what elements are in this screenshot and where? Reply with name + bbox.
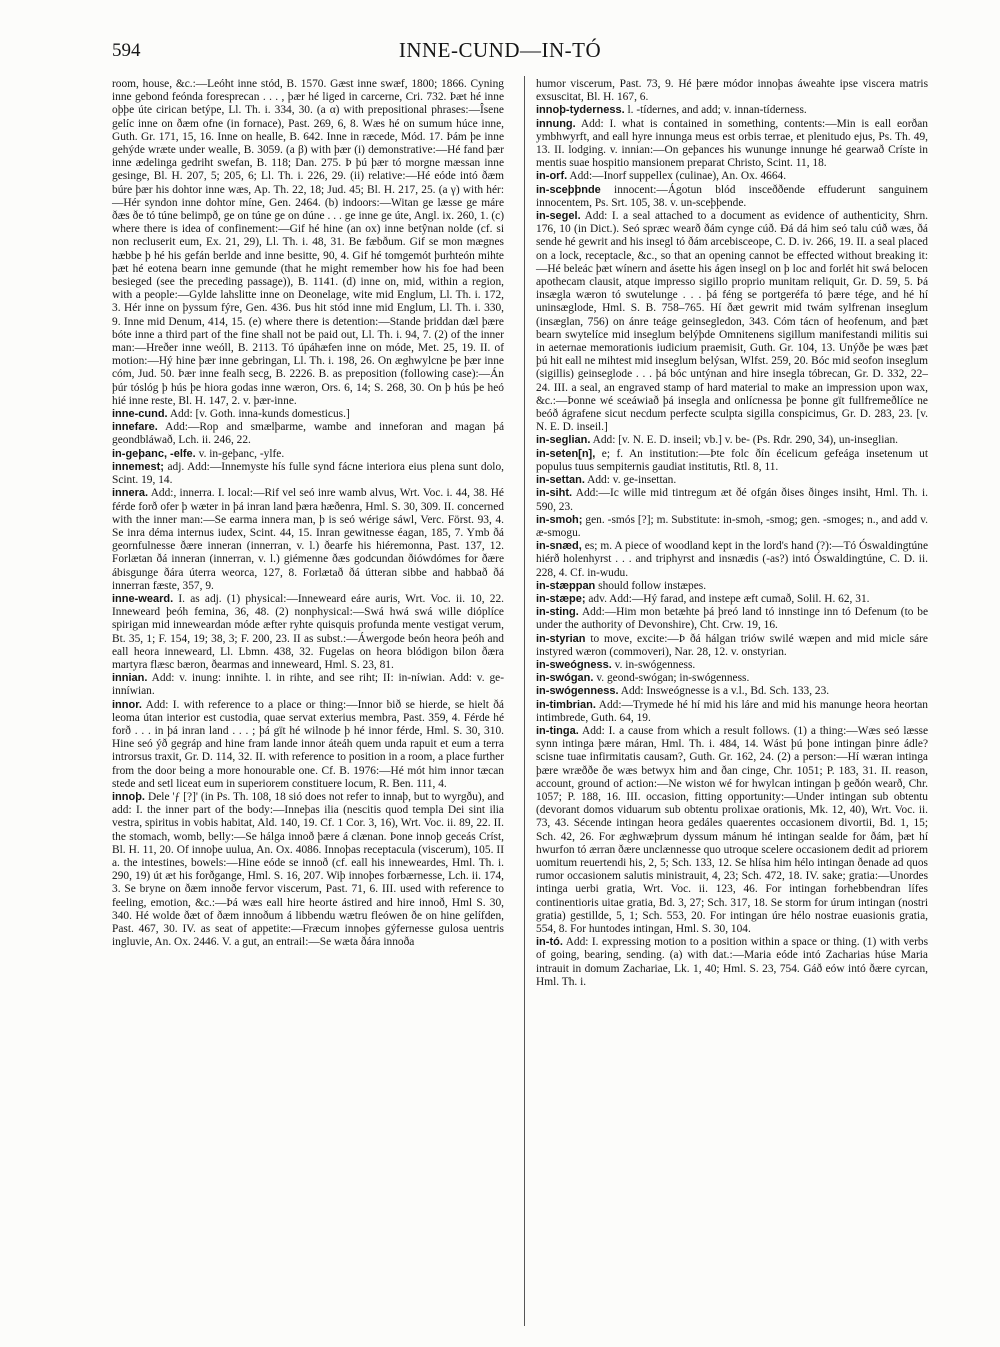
dictionary-entry xyxy=(536,672,928,685)
entry-headword: innor. xyxy=(112,698,142,711)
dictionary-entry xyxy=(112,699,504,791)
entry-headword: in-settan. xyxy=(536,474,585,487)
dictionary-entry xyxy=(112,593,504,672)
entry-body: Add:—Trymede hé hí mid his láre and mid his manunge heora heortan intimbrede, Guth. 64, 19. xyxy=(536,698,928,724)
dictionary-entry xyxy=(112,461,504,487)
dictionary-entry xyxy=(536,170,928,183)
entry-headword: in-segel. xyxy=(536,210,581,223)
entry-body: I. as adj. (1) physical:—Inneweard eáre auris, Wrt. Voc. ii. 10, 22. Inneweard þeóh femina, 36, 48. (2) nonphysical:—Swá hwá swá wille dióplíce spirigan mid inneweardan móde æfter ryhte quisquis profunda mente vestigat verum, Bt. 35, 1; F. 154, 19; 38, 3; F. 200, 23. II as subst.:—Áwergode beón heora þeóh and eall heora inneweard, Ll. Lbmn. 438, 32. Fugelas on heora blódigon bilon ðæra martyra flæsc bæron, ðearmas and inneweard, Hml. S. 23, 81. xyxy=(112,592,504,671)
dictionary-entry xyxy=(536,184,928,210)
dictionary-entry xyxy=(536,659,928,672)
entry-headword: in-seglian. xyxy=(536,434,591,447)
entry-headword: inne-cund. xyxy=(112,408,168,421)
entry-body: Add: I. a cause from which a result follows. (1) a thing:—Wæs seó læsse synn intinga þære máran, Hml. Th. i. 484, 14. Wást þú þone intingan þinre ádle? scisne tuae infirmitatis causam?, Guth. Gr. 162, 24. (2) a person:—Hí wæran intinga þære wræððe ðe wæs betwyx him and ðan cinge, Chr. 1051; P. 183, 31. II. reason, account, ground of action:—Ne wiston wé for hwylcan intingan þ geðón wearð, Chr. 1057; P. 188, 16. III. occasion, fitting opportunity:—Under intingan sub obtentu (devorant domos viduarum sub obtentu prolixae orationis, Mk. 12, 40), Wrt. Voc. ii. 73, 43. Sécende intingan heora gedáles quaerentes occasionem divortii, Bd. 1, 15; Sch. 42, 26. For æghwæþrum dyssum mánum hé intingan sealde for ðám, þæt hí hwurfon tó ærran ðære unclænnesse quo utroque scelere occasionem dedit ad priorem uomitum reuertendi his, 2, 5; Sch. 133, 12. Se hlísa him hélo intingan ðenade ad quos rumor occasionem salutis ministrauit, 4, 23; Sch. 472, 18. IV. sake; gratia:—Unordes intinga uerbi gratia, Wrt. Voc. ii. 123, 46. For intingan forhebbendran lífes continentioris uitae gratia, Bd. 3, 27; Sch. 317, 18. Se storm for úrum intingan (nostri gratia) gestillde, 5, 1; Sch. 553, 20. For intingan úre hélo nostrae euasionis gratia, 554, 8. For huntodes intingan, Hml. S. 30, 104. xyxy=(536,724,929,935)
entry-headword: in-smoh; xyxy=(536,513,583,526)
dictionary-entry xyxy=(536,580,928,593)
dictionary-entry xyxy=(112,791,504,949)
entry-headword: in-sceþþnde xyxy=(536,183,601,196)
entry-headword: in-orf. xyxy=(536,170,568,183)
entry-body: es; m. A piece of woodland kept in the lord's hand (?):—Tó Óswaldingtúne hiérð holenhyrst . . . and triphyrst and insnædis (-as?) intó Óswaldingtúne, C. D. ii. 228, 4. Cf. in-wudu. xyxy=(536,540,928,579)
dictionary-entry xyxy=(536,606,928,632)
entry-body: humor viscerum, Past. 73, 9. Hé þære módor innoþas áweahte ipse viscera matris exsuscitat, Bl. H. 167, 6. xyxy=(536,78,928,104)
entry-body: Add: I. a seal attached to a document as evidence of authenticity, Shrn. 176, 10 (in Dict.). Seó spræc wearð ðám cynge cúð. Ðá dá him seó talu cúð wæs, ðá sende hé gewrit and his insegl tó ðám arcebisceope, C. D. iv. 266, 19. II. a seal placed on a lock, receptacle, &c., so that an opening cannot be effected without breaking it:—Hé beleác þæt wínern and ásette his ágen insegl on þ loc and forlét hit swá belocen apothecam clausit, atque impresso sigillo proprio munitam reliquit, Gr. D. 59, 5. Þá insægla wæron tó swutelunge . . . þá féng se portgeréfa tó þære tége, and hé hí uninsæglode, Hml. S. B. 758–765. Hí ðæt gewrit mid twám sylfrenan inseglum (insæglan, 756) on ánre teáge geinsegledon, 343. Cóm tácn of heofenum, and þæt bearn swytelíce mid inseglum belýþde Omnitenens sigillum manifestandi militis sui in aeternae memorationis iudicium praemisit, Guth. Gr. 104, 13. Unýðe þe wæs þæt þú hit eall ne mihtest mid inseglum belýsan, Wlfst. 259, 20. Bóc mid seofon inseglum (sigillis) geinseglode . . . þá bóc untýnan and hire insegla tóbrecan, Gr. D. 332, 22–24. III. a seal, an engraved stamp of hard material to make an impression upon wax, &c.:—Þonne wé sceáwiað þá insegla and onlícnessa þe þonne gït fullfremeðlíce ne beóð ágrafene sicut necdum perfecte sculpta sigilla conspicimus, Gr. D. 283, 23. [v. N. E. D. inseil.] xyxy=(536,210,928,434)
dictionary-entry xyxy=(536,118,928,171)
column-divider xyxy=(524,76,525,1326)
dictionary-entry xyxy=(536,474,928,487)
entry-body: v. in-swógenness. xyxy=(614,658,696,671)
entry-headword: in-geþanc, -elfe. xyxy=(112,447,196,460)
dictionary-entry xyxy=(536,936,928,989)
entry-headword: innoþ-tyderness. xyxy=(536,104,625,117)
entry-body: gen. -smós [?]; m. Substitute: in-smoh, -smog; gen. -smoges; n., and add v. æ-smogu. xyxy=(536,513,928,539)
entry-headword: in-sweógness. xyxy=(536,658,612,671)
dictionary-entry xyxy=(536,487,928,513)
entry-headword: in-siht. xyxy=(536,487,573,500)
entry-headword: innefare. xyxy=(112,421,158,434)
entry-headword: innian. xyxy=(112,672,148,685)
entry-body: l. -tídernes, and add; v. innan-tíderness. xyxy=(627,104,807,117)
entry-headword: in-swógan. xyxy=(536,672,594,685)
entry-body: Add: I. expressing motion to a position within a space or thing. (1) with verbs of going, bearing, sending. (a) with dat.:—Maria eóde intó Zacharias húse Maria intrauit in domum Zachariae, Lk. 1, 40; Hml. S. 23, 754. Gáð eów intó ðære cyrcan, Hml. Th. i. xyxy=(536,936,929,988)
entry-headword: innoþ. xyxy=(112,790,145,803)
entry-body: Add:, innerra. I. local:—Rif vel seó inre wamb alvus, Wrt. Voc. i. 44, 38. Hé férde forð ofer þ wæter in þá inran land þæra hæðenra, Hml. S. 30, 309. II. concerned with the inner man:—Se earma innera man, þ is seó wérige sáwl, Verc. Först. 93, 4. Se inra déma internus iudex, Scint. 44, 15. Inran gewitnesse éagan, 185, 7. Ymb ðá geornfulnesse ðære inneran (innerran, v. l.) ðearfe his hiéremonna, Past. 137, 12. Forlætan ðá inneran (innerran, v. l.) giémenne ðæs godcundan ðiówdómes for ðære ábisgunge ðára úterra weorca, 127, 8. Forlætað ðá útteran sibbe and habbað ðá innerran fæste, 357, 9. xyxy=(112,487,504,592)
entry-headword: in-sting. xyxy=(536,606,579,619)
entry-headword: innung. xyxy=(536,117,576,130)
dictionary-entry xyxy=(536,633,928,659)
entry-body: Add:—Rop and smælþarme, wambe and inneforan and magan þá geondbláwað, Lch. ii. 246, 22. xyxy=(112,421,505,447)
entry-headword: in-tinga. xyxy=(536,724,579,737)
dictionary-entry xyxy=(112,487,504,593)
right-column xyxy=(536,78,928,989)
dictionary-entry xyxy=(112,408,504,421)
running-head: INNE-CUND—IN-TÓ xyxy=(398,38,602,62)
entry-body: adj. Add:—Innemyste hís fulle synd fácne interiora eius plena sunt dolo, Scint. 19, 14. xyxy=(112,460,504,487)
left-column xyxy=(112,78,504,949)
entry-body: Add: [v. Goth. inna-kunds domesticus.] xyxy=(169,408,350,421)
entry-headword: innemest; xyxy=(112,460,164,473)
entry-body: Add: I. with reference to a place or thing:—Innor bið se hierde, se hielt ðá leoma útan interior est custodia, quae servat exterius membra, Past. 359, 4. Férde hé forð . . . in þá inran land . . . ; þá gït hé wilnode þ hé innor férde, Hml. S. 30, 310. Hine seó ýð gegráp and hine fram lande innor áteáh quem unda rapuit et eum a terra introrsus traxit, Gr. D. 114, 32. II. with reference to position in a room, a place further from the door being a more honourable one. Cf. B. 1976:—Hé mót him innor tæcan stede and setl liceat eum in superiorem constituere locum, R. Ben. 111, 4. xyxy=(112,698,504,790)
dictionary-entry xyxy=(536,685,928,698)
entry-headword: in-styrian xyxy=(536,632,586,645)
dictionary-entry xyxy=(536,104,928,117)
dictionary-entry xyxy=(536,514,928,540)
entry-headword: in-snæd, xyxy=(536,540,582,553)
dictionary-entry xyxy=(536,78,928,104)
entry-body: Add: v. inung: innihte. l. in rihte, and see riht; II: in-níwian. Add: v. ge-inníwian. xyxy=(112,672,504,698)
page-number: 594 xyxy=(112,40,141,61)
dictionary-entry xyxy=(536,725,928,936)
dictionary-entry xyxy=(112,78,504,408)
entry-headword: inne-weard. xyxy=(112,592,174,605)
entry-body: to move, excite:—Þ ðá hálgan triów swilé wæpen and mid micle sáre instyred wæron (commoveri), Nar. 28, 12. v. onstyrian. xyxy=(536,632,928,658)
dictionary-entry xyxy=(536,593,928,606)
entry-body: innocent:—Ágotun blód insceððende effuderunt sanguinem innocentem, Ps. Srt. 105, 38. v. un-sceþþende. xyxy=(536,183,928,209)
dictionary-entry xyxy=(536,434,928,447)
dictionary-entry xyxy=(112,672,504,698)
dictionary-entry xyxy=(536,540,928,580)
entry-headword: in-tó. xyxy=(536,936,563,949)
entry-headword: in-timbrian. xyxy=(536,698,596,711)
entry-body: adv. Add:—Hý farad, and instepe æft cumað, Solil. H. 62, 31. xyxy=(588,592,870,605)
entry-body: Add: Insweógnesse is a v.l., Bd. Sch. 133, 23. xyxy=(620,685,830,698)
entry-body: Dele 'ƒ [?]' (in Ps. Th. 108, 18 sió does not refer to innaþ, but to wyrgðu), and add: I. the inner part of the body:—Inneþas ilia (nescitis quod templa Dei sint ilia vestra, spiritus in vobis habitat, Ald. 140, 19. Cf. 1 Cor. 3, 16), Wrt. Voc. ii. 89, 22. II. the stomach, womb, belly:—Se hálga innoð þære á clænan. Þone innoþ geceás Críst, Bl. H. 11, 20. Of innoþe uulua, An. Ox. 4086. Innoþas receptacula (viscerum), 105. II a. the intestines, bowels:—Hine eóde se innoð (cf. eall his inneweardes, Hml. Th. i. 290, 19) út æt his forðgange, Hml. S. 16, 207. Wiþ innoþes forbærnesse, Lch. ii. 174, 3. Se bryne on ðæm innoðe fervor viscerum, Past. 71, 6. III. used with reference to feeling, emotion, &c.:—Þá wæs eall hire heorte ástired and hire innoð, Hml S. 30, 340. Hé wolde ðæt of ðæm innoðum á libbendu wætru fleówen ðe on hine gelífden, Past. 467, 30. IV. as seat of appetite:—Fræcum innoþes gýfernesse gulosa uentris ingluvie, An. Ox. 2446. V. a gut, an entrail:—Se wæta ðára innoða xyxy=(112,790,504,949)
entry-headword: in-stæppan xyxy=(536,579,596,592)
dictionary-entry xyxy=(536,210,928,434)
entry-body: Add: v. ge-insettan. xyxy=(587,474,677,487)
entry-headword: in-swógenness. xyxy=(536,685,619,698)
entry-body: v. in-geþanc, -ylfe. xyxy=(198,447,285,460)
entry-body: e; f. An institution:—Þte folc ðín écelicum gefeága insetenum ut populus tuus sempiternis gaudiat institutis, Rtl. 8, 11. xyxy=(536,447,928,473)
page-header xyxy=(100,38,900,68)
entry-headword: in-seten[n], xyxy=(536,447,596,460)
entry-body: Add:—Him mon betæhte þá þreó land tó innstinge inn tó Defenum (to be under the authority of Devonshire), Cht. Crw. 19, 16. xyxy=(536,606,929,632)
entry-headword: innera. xyxy=(112,487,149,500)
dictionary-entry xyxy=(536,699,928,725)
entry-headword: in-stæpe; xyxy=(536,592,586,605)
dictionary-entry xyxy=(112,421,504,447)
dictionary-entry xyxy=(112,448,504,461)
entry-body: Add:—Ic wille mid tintregum æt ðé ofgán ðises ðinges insiht, Hml. Th. i. 590, 23. xyxy=(536,487,928,513)
entry-body: Add: [v. N. E. D. inseil; vb.] v. be- (Ps. Rdr. 290, 34), un-inseglian. xyxy=(592,434,899,447)
entry-body: v. geond-swógan; in-swógenness. xyxy=(596,672,750,685)
dictionary-entry xyxy=(536,448,928,474)
entry-body: room, house, &c.:—Leóht inne stód, B. 1570. Gæst inne swæf, 1800; 1866. Cyning inne gebond feónda foresprecan . . . , þær hé liged in carcerne, Cri. 732. Þæt hé inne oþþe úte cirican betýpe, Ll. Th. i. 334, 30. (a α) with prepositional phrases:—Îsene gelíc inne on ðæm ofne (in fornace), Past. 269, 6, 8. Wæs hé on sumum húce inne, Guth. Gr. 171, 15, 16. Inne on healle, B. 642. Inne in ræcede, Mód. 17. Þám þe inne gehýde wræte under wealle, B. 3059. (a β) with þær (i) demonstrative:—Hé fand þær inne ædelinga gedriht swefan, B. 118; Dan. 275. Þ þú þær tó morgne mæssan inne gesinge, Bl. H. 207, 5; 205, 6; Ll. Th. i. 226, 29. (ii) relative:—Hé eóde intó ðæm búre þær his dohtor inne wæs, Ap. Th. 22, 18; Jud. 45; Bl. H. 217, 25. (a γ) with hér:—Hér syndon inne dohtor míne, Gen. 2464. (b) indoors:—Witan ge læsse ge máre ðæs ðe tó túne belimpð, ge on túne ge on dúne . . . ge inne ge úte, Angl. ix. 260, 1. (c) where there is idea of confinement:—Gif hé hine (an ox) inne betŷnan nolde (cf. si non recluserit eum, Ex. 21, 29), Ll. Th. i. 48, 31. Be fæbðum. Gif se mon mægnes hæbbe þ hé his gefán berlde and inne besitte, 90, 4. Gif hé tomgemót þurhteón mihte þæt hé eotena bearn inne gemunde (that he might remember how his foe had been besieged (see the preceding passage)), B. 1141. (d) inne on, mid, within a region, with a people:—Gylde lahslitte inne on Deonelage, wite mid Englum, Ll. Th. i. 172, 3. Hér inne on þyssum fýre, Gen. 436. Þus hit stód inne mid Englum, Ll. Th. i. 330, 9. Inne mid Denum, 414, 15. (e) where there is detention:—Stande þriddan dæl þære bóte inne a third part of the fine shall not be paid out, Ll. Th. i. 94, 7. (2) of the inner man:—Hreðer inne weóll, B. 2113. Tó úpáhæfen inne on móde, Met. 25, 19. II. of motion:—Hý hine þær inne gebringan, Ll. Th. i. 198, 26. On æghwylcne þe þær inne cóm, Jud. 50. Þær inne fealh secg, B. 2226. B. as preposition (following case):—Án þúr tóslóg þ hús þe hiora godas inne wæron, Ors. 6, 14; S. 268, 30. On þ hús þe heó hié inne reste, Bl. H. 147, 2. v. þær-inne. xyxy=(112,78,504,407)
entry-body: should follow instæpes. xyxy=(598,579,707,592)
entry-body: Add:—Inorf suppellex (culinae), An. Ox. 4664. xyxy=(569,170,787,183)
entry-body: Add: I. what is contained in something, contents:—Min is eall eorðan ymbhwyrft, and eall hyre innunga meus est orbis terrae, et plenitudo ejus, Ps. Th. 49, 13. II. lodging. v. innian:—On geþances his wununge innunge hé gearwað Críste in mentis suae hospitio mansionem preparat Christo, Scint. 11, 18. xyxy=(536,117,928,170)
